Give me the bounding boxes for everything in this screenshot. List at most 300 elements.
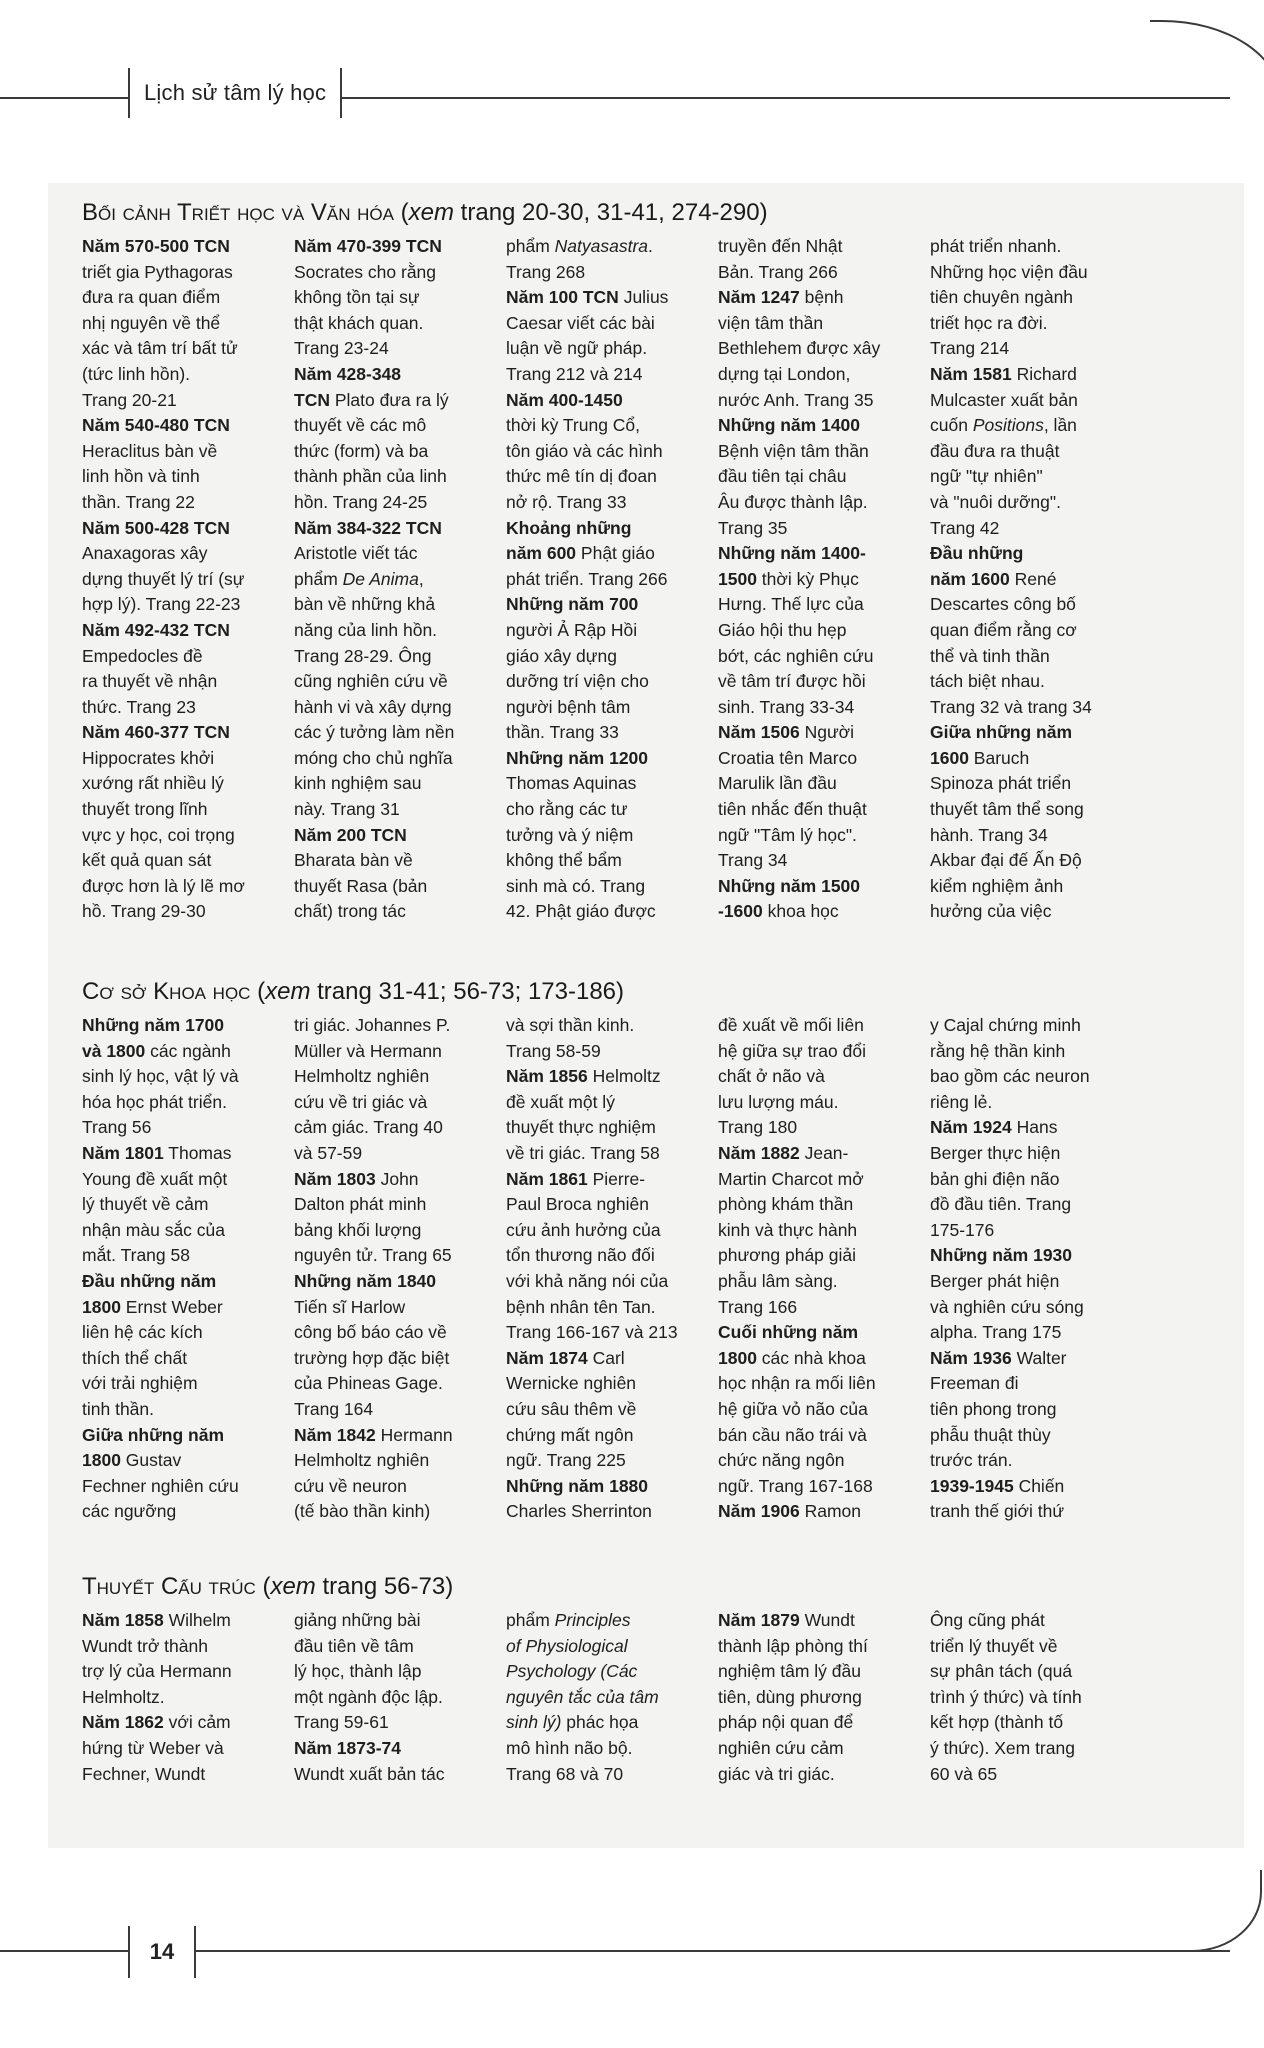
timeline-line: luận về ngữ pháp. xyxy=(506,338,648,359)
timeline-line: Những năm 1200 xyxy=(506,747,649,768)
timeline-line: lưu lượng máu. xyxy=(718,1091,839,1112)
timeline-column xyxy=(930,1013,1142,1525)
timeline-line: Những năm 1930 xyxy=(930,1245,1073,1266)
timeline-line: các ngưỡng xyxy=(82,1501,177,1522)
timeline-line: Trang 180 xyxy=(718,1117,798,1138)
timeline-line: thể và tinh thần xyxy=(930,645,1050,666)
timeline-line: Berger thực hiện xyxy=(930,1142,1061,1163)
timeline-line: cứu sâu thêm về xyxy=(506,1398,637,1419)
timeline-line: nhị nguyên về thể xyxy=(82,312,221,333)
timeline-column xyxy=(82,1013,294,1525)
timeline-line: hóa học phát triển. xyxy=(82,1091,227,1112)
section-title: Thuyết Cấu trúc xyxy=(82,1573,256,1600)
timeline-line: Trang 59-61 xyxy=(294,1712,389,1733)
timeline-line: Mulcaster xuất bản xyxy=(930,389,1078,410)
timeline-line: phòng khám thần xyxy=(718,1194,854,1215)
timeline-line: tiên, dùng phương xyxy=(718,1686,862,1707)
timeline-column xyxy=(294,1013,506,1525)
running-header xyxy=(128,68,342,118)
timeline-line: 1800 các nhà khoa xyxy=(718,1347,866,1368)
timeline-line: Tiến sĩ Harlow xyxy=(294,1296,406,1317)
timeline-line: ý thức). Xem trang xyxy=(930,1737,1075,1758)
timeline-line: tôn giáo và các hình xyxy=(506,440,663,461)
timeline-line: phương pháp giải xyxy=(718,1245,857,1266)
timeline-line: Trang 58-59 xyxy=(506,1040,601,1061)
timeline-line: phẩm Principles xyxy=(506,1610,631,1630)
timeline-line: thần. Trang 22 xyxy=(82,491,195,512)
timeline-line: hợp lý). Trang 22-23 xyxy=(82,594,241,615)
timeline-line: Trang 212 và 214 xyxy=(506,363,643,384)
timeline-line: đồ đầu tiên. Trang xyxy=(930,1194,1072,1215)
section-ref-prefix: xem xyxy=(408,199,455,226)
timeline-line: Hưng. Thế lực của xyxy=(718,594,864,615)
timeline-line: Young đề xuất một xyxy=(82,1168,228,1189)
timeline-line: dựng tại London, xyxy=(718,363,851,384)
timeline-line: Năm 540-480 TCN xyxy=(82,415,230,436)
timeline-line: Aristotle viết tác xyxy=(294,543,418,564)
timeline-line: rằng hệ thần kinh xyxy=(930,1040,1066,1061)
timeline-line: Psychology (Các xyxy=(506,1661,638,1682)
timeline-line: Trang 164 xyxy=(294,1398,374,1419)
timeline-line: kết hợp (thành tố xyxy=(930,1712,1064,1733)
timeline-line: Caesar viết các bài xyxy=(506,312,655,333)
timeline-line: Năm 1862 với cảm xyxy=(82,1712,231,1733)
section-heading: Bối cảnh Triết học và Văn hóa (xem trang 20-30, 31-41, 274-290) xyxy=(82,199,768,226)
page-number-box xyxy=(128,1926,196,1978)
timeline-line: 60 và 65 xyxy=(930,1763,998,1784)
timeline-line: thức mê tín dị đoan xyxy=(506,466,657,487)
book-title: Lịch sử tâm lý học xyxy=(144,80,327,105)
section-scientific-basis xyxy=(82,977,1226,1525)
timeline-line: Trang 214 xyxy=(930,338,1010,359)
timeline-line: tri giác. Johannes P. xyxy=(294,1015,451,1035)
timeline-line: Trang 32 và trang 34 xyxy=(930,696,1092,717)
timeline-line: Năm 1856 Helmoltz xyxy=(506,1066,661,1087)
timeline-line: thuyết tâm thể song xyxy=(930,799,1084,820)
section-heading: Thuyết Cấu trúc (xem trang 56-73) xyxy=(82,1573,454,1600)
timeline-line: thích thể chất xyxy=(82,1347,188,1368)
timeline-line: Hippocrates khởi xyxy=(82,747,215,768)
section-ref-prefix: xem xyxy=(265,978,311,1005)
timeline-line: 1600 Baruch xyxy=(930,747,1030,768)
timeline-column xyxy=(718,1013,930,1525)
timeline-line: chứng mất ngôn xyxy=(506,1424,634,1445)
timeline-line: hồ. Trang 29-30 xyxy=(82,901,206,922)
timeline-line: Akbar đại đế Ấn Độ xyxy=(930,850,1082,871)
timeline-line: quan điểm rằng cơ xyxy=(930,619,1077,640)
timeline-line: Descartes công bố xyxy=(930,594,1076,615)
timeline-line: học nhận ra mối liên xyxy=(718,1373,876,1394)
timeline-line: Những học viện đầu xyxy=(930,261,1088,282)
section-ref-pages: trang 56-73) xyxy=(315,1573,454,1600)
timeline-line: Trang 166 xyxy=(718,1296,798,1317)
timeline-line: Helmholtz. xyxy=(82,1686,165,1707)
timeline-line: Giữa những năm xyxy=(930,722,1073,743)
timeline-line: về tri giác. Trang 58 xyxy=(506,1142,660,1163)
timeline-line: dựng thuyết lý trí (sự xyxy=(82,568,245,589)
timeline-line: thần. Trang 33 xyxy=(506,722,619,743)
timeline-line: Heraclitus bàn về xyxy=(82,440,218,461)
timeline-line: Năm 1924 Hans xyxy=(930,1117,1058,1138)
timeline-line: về tâm trí được hồi xyxy=(718,671,866,692)
timeline-line: Helmholtz nghiên xyxy=(294,1450,430,1471)
timeline-line: (tế bào thần kinh) xyxy=(294,1501,431,1522)
timeline-line: đưa ra quan điểm xyxy=(82,287,221,308)
timeline-column xyxy=(718,234,930,925)
timeline-line: Fechner, Wundt xyxy=(82,1763,206,1784)
timeline-line: Năm 500-428 TCN xyxy=(82,517,230,538)
timeline-line: (tức linh hồn). xyxy=(82,363,191,384)
timeline-line: giáo xây dựng xyxy=(506,645,617,666)
timeline-line: nước Anh. Trang 35 xyxy=(718,389,874,410)
timeline-line: Dalton phát minh xyxy=(294,1194,427,1215)
timeline-line: tổn thương não đối xyxy=(506,1245,655,1266)
timeline-column xyxy=(294,234,506,925)
timeline-line: Bệnh viện tâm thần xyxy=(718,440,869,461)
section-ref-pages: trang 20-30, 31-41, 274-290) xyxy=(454,199,768,226)
timeline-line: đầu tiên về tâm xyxy=(294,1635,414,1656)
timeline-line: Trang 28-29. Ông xyxy=(294,645,432,666)
timeline-line: thuyết thực nghiệm xyxy=(506,1117,656,1138)
timeline-line: liên hệ các kích xyxy=(82,1322,203,1343)
timeline-line: Năm 470-399 TCN xyxy=(294,236,442,256)
timeline-line: thời kỳ Trung Cổ, xyxy=(506,415,641,436)
timeline-line: năm 600 Phật giáo xyxy=(506,543,655,564)
timeline-line: hứng từ Weber và xyxy=(82,1737,224,1758)
timeline-line: tưởng và ý niệm xyxy=(506,824,634,845)
timeline-line: chất) trong tác xyxy=(294,901,406,922)
timeline-line: Fechner nghiên cứu xyxy=(82,1475,239,1496)
timeline-line: xướng rất nhiều lý xyxy=(82,773,224,794)
timeline-line: không thể bẩm xyxy=(506,850,622,871)
timeline-line: Freeman đi xyxy=(930,1373,1019,1394)
timeline-line: thành phần của linh xyxy=(294,466,447,487)
timeline-line: Năm 1842 Hermann xyxy=(294,1424,453,1445)
timeline-line: Những năm 700 xyxy=(506,594,639,615)
timeline-line: này. Trang 31 xyxy=(294,799,400,820)
timeline-column xyxy=(82,234,294,925)
timeline-line: Năm 1247 bệnh xyxy=(718,287,844,308)
timeline-column xyxy=(506,234,718,925)
timeline-line: tách biệt nhau. xyxy=(930,671,1045,692)
timeline-line: sự phân tách (quá xyxy=(930,1661,1073,1682)
timeline-line: Giáo hội thu hẹp xyxy=(718,619,847,640)
section-structuralism xyxy=(82,1572,1226,1787)
timeline-line: cho rằng các tư xyxy=(506,799,628,820)
timeline-line: hệ giữa sự trao đổi xyxy=(718,1040,866,1061)
timeline-line: tiên nhắc đến thuật xyxy=(718,799,867,820)
timeline-line: Trang 34 xyxy=(718,850,788,871)
timeline-line: Năm 492-432 TCN xyxy=(82,619,230,640)
timeline-line: hưởng của việc xyxy=(930,901,1052,922)
timeline-line: Bản. Trang 266 xyxy=(718,261,838,282)
timeline-line: chất ở não và xyxy=(718,1066,825,1087)
timeline-line: Trang 56 xyxy=(82,1117,152,1138)
timeline-line: trường hợp đặc biệt xyxy=(294,1347,450,1368)
timeline-line: Năm 570-500 TCN xyxy=(82,236,230,256)
timeline-line: Năm 1506 Người xyxy=(718,722,855,743)
timeline-line: Charles Sherrinton xyxy=(506,1501,652,1522)
timeline-line: Năm 1936 Walter xyxy=(930,1347,1067,1368)
timeline-line: vực y học, coi trọng xyxy=(82,824,235,845)
timeline-line: cảm giác. Trang 40 xyxy=(294,1117,443,1138)
timeline-line: Bharata bàn về xyxy=(294,850,413,871)
timeline-line: phẫu lâm sàng. xyxy=(718,1270,838,1291)
timeline-line: Âu được thành lập. xyxy=(718,491,868,512)
timeline-line: Đầu những xyxy=(930,543,1024,564)
timeline-line: Năm 100 TCN Julius xyxy=(506,287,669,308)
timeline-line: Spinoza phát triển xyxy=(930,773,1072,794)
timeline-line: Năm 1882 Jean- xyxy=(718,1142,849,1163)
timeline-line: với khả năng nói của xyxy=(506,1270,669,1291)
timeline-line: lý thuyết về cảm xyxy=(82,1194,209,1215)
timeline-line: Những năm 1400- xyxy=(718,543,866,564)
section-columns xyxy=(82,234,1226,925)
timeline-column xyxy=(718,1608,930,1787)
timeline-column xyxy=(294,1608,506,1787)
timeline-line: thuyết trong lĩnh xyxy=(82,799,208,820)
timeline-column xyxy=(930,234,1142,925)
timeline-line: tiên phong trong xyxy=(930,1398,1057,1419)
timeline-line: Những năm 1700 xyxy=(82,1015,225,1035)
timeline-line: đầu đưa ra thuật xyxy=(930,440,1060,461)
timeline-line: thật khách quan. xyxy=(294,312,424,333)
timeline-line: và nghiên cứu sóng xyxy=(930,1296,1084,1317)
timeline-line: Những năm 1400 xyxy=(718,415,861,436)
timeline-line: truyền đến Nhật xyxy=(718,236,843,256)
timeline-line: Paul Broca nghiên xyxy=(506,1194,650,1215)
timeline-line: Năm 384-322 TCN xyxy=(294,517,442,538)
timeline-line: Năm 1874 Carl xyxy=(506,1347,625,1368)
page-number: 14 xyxy=(149,1939,175,1964)
timeline-line: triết gia Pythagoras xyxy=(82,261,233,282)
timeline-line: phát triển. Trang 266 xyxy=(506,568,668,589)
timeline-line: sinh mà có. Trang xyxy=(506,875,646,896)
timeline-line: 1800 Ernst Weber xyxy=(82,1296,223,1317)
timeline-line: bao gồm các neuron xyxy=(930,1066,1090,1087)
timeline-line: và 57-59 xyxy=(294,1142,363,1163)
timeline-line: Bethlehem được xây xyxy=(718,338,881,359)
section-title: Bối cảnh Triết học và Văn hóa xyxy=(82,199,394,226)
timeline-line: y Cajal chứng minh xyxy=(930,1015,1081,1035)
footer-rule-curve xyxy=(1180,1870,1262,1952)
section-ref-pages: trang 31-41; 56-73; 173-186) xyxy=(310,978,625,1005)
timeline-line: Ông cũng phát xyxy=(930,1610,1045,1630)
timeline-line: tranh thế giới thứ xyxy=(930,1501,1065,1522)
timeline-line: và sợi thần kinh. xyxy=(506,1015,635,1035)
timeline-line: kết quả quan sát xyxy=(82,850,212,871)
timeline-line: Wernicke nghiên xyxy=(506,1373,637,1394)
timeline-line: Năm 1906 Ramon xyxy=(718,1501,862,1522)
timeline-line: Khoảng những xyxy=(506,517,632,538)
timeline-line: thức. Trang 23 xyxy=(82,696,196,717)
timeline-line: linh hồn và tinh xyxy=(82,466,200,487)
timeline-line: cứu ảnh hưởng của xyxy=(506,1219,661,1240)
timeline-line: Berger phát hiện xyxy=(930,1270,1060,1291)
timeline-line: phát triển nhanh. xyxy=(930,236,1062,256)
timeline-line: Croatia tên Marco xyxy=(718,747,858,768)
timeline-line: Wundt xuất bản tác xyxy=(294,1763,445,1784)
timeline-line: xác và tâm trí bất tử xyxy=(82,338,238,359)
timeline-line: Năm 428-348 xyxy=(294,363,402,384)
timeline-line: trước trán. xyxy=(930,1450,1013,1471)
section-philosophy-culture xyxy=(82,198,1226,925)
timeline-column xyxy=(506,1013,718,1525)
timeline-line: và "nuôi dưỡng". xyxy=(930,491,1061,512)
timeline-line: Năm 200 TCN xyxy=(294,824,407,845)
section-title: Cơ sở Khoa học xyxy=(82,978,251,1005)
timeline-line: nguyên tắc của tâm xyxy=(506,1686,659,1707)
timeline-line: trợ lý của Hermann xyxy=(82,1661,232,1682)
section-columns xyxy=(82,1608,1226,1787)
timeline-line: nở rộ. Trang 33 xyxy=(506,491,627,512)
timeline-line: mô hình não bộ. xyxy=(506,1737,633,1758)
timeline-line: cuốn Positions, lần xyxy=(930,415,1077,436)
timeline-line: sinh lý học, vật lý và xyxy=(82,1066,239,1087)
timeline-line: Trang 20-21 xyxy=(82,389,177,410)
timeline-line: Trang 23-24 xyxy=(294,338,389,359)
timeline-line: -1600 khoa học xyxy=(718,901,839,922)
timeline-line: Cuối những năm xyxy=(718,1322,859,1343)
timeline-line: Trang 166-167 và 213 xyxy=(506,1322,678,1343)
timeline-line: một ngành độc lập. xyxy=(294,1686,443,1707)
timeline-line: Trang 68 và 70 xyxy=(506,1763,624,1784)
timeline-line: TCN Plato đưa ra lý xyxy=(294,389,449,410)
timeline-line: Martin Charcot mở xyxy=(718,1168,864,1189)
timeline-line: giác và tri giác. xyxy=(718,1763,835,1784)
timeline-line: bản ghi điện não xyxy=(930,1168,1060,1189)
timeline-line: hành. Trang 34 xyxy=(930,824,1048,845)
timeline-line: Marulik lần đầu xyxy=(718,773,837,794)
timeline-line: tiên chuyên ngành xyxy=(930,287,1074,308)
timeline-line: nghiệm tâm lý đầu xyxy=(718,1661,861,1682)
timeline-line: đề xuất một lý xyxy=(506,1091,615,1112)
timeline-line: cứu về neuron xyxy=(294,1475,407,1496)
timeline-line: 1800 Gustav xyxy=(82,1450,182,1471)
timeline-line: Năm 460-377 TCN xyxy=(82,722,230,743)
timeline-line: ngữ. Trang 167-168 xyxy=(718,1475,873,1496)
timeline-line: pháp nội quan để xyxy=(718,1712,854,1733)
timeline-line: Năm 1879 Wundt xyxy=(718,1610,855,1630)
timeline-line: đề xuất về mối liên xyxy=(718,1015,864,1035)
timeline-line: kiểm nghiệm ảnh xyxy=(930,875,1064,896)
timeline-line: với trải nghiệm xyxy=(82,1373,198,1394)
timeline-line: được hơn là lý lẽ mơ xyxy=(82,875,245,896)
timeline-line: Anaxagoras xây xyxy=(82,543,208,564)
timeline-line: ngữ. Trang 225 xyxy=(506,1450,626,1471)
timeline-line: Wundt trở thành xyxy=(82,1635,208,1656)
section-ref-prefix: xem xyxy=(270,1573,316,1600)
timeline-line: ngữ "tự nhiên" xyxy=(930,466,1043,487)
timeline-line: kinh nghiệm sau xyxy=(294,773,422,794)
timeline-line: bớt, các nghiên cứu xyxy=(718,645,874,666)
timeline-line: Đầu những năm xyxy=(82,1270,217,1291)
timeline-line: 175-176 xyxy=(930,1219,995,1240)
timeline-line: ra thuyết về nhận xyxy=(82,671,218,692)
timeline-line: hành vi và xây dựng xyxy=(294,696,452,717)
timeline-line: 42. Phật giáo được xyxy=(506,901,656,922)
timeline-line: bán cầu não trái và xyxy=(718,1424,867,1445)
timeline-line: Năm 1861 Pierre- xyxy=(506,1168,646,1189)
timeline-column xyxy=(82,1608,294,1787)
section-columns xyxy=(82,1013,1226,1525)
timeline-line: Những năm 1880 xyxy=(506,1475,649,1496)
timeline-line: viện tâm thần xyxy=(718,312,824,333)
timeline-line: Những năm 1500 xyxy=(718,875,861,896)
timeline-line: của Phineas Gage. xyxy=(294,1373,443,1394)
timeline-line: công bố báo cáo về xyxy=(294,1322,447,1343)
timeline-line: nguyên tử. Trang 65 xyxy=(294,1245,452,1266)
timeline-line: 1500 thời kỳ Phục xyxy=(718,568,859,589)
timeline-line: các ý tưởng làm nền xyxy=(294,722,455,743)
timeline-column xyxy=(930,1608,1142,1787)
timeline-line: Giữa những năm xyxy=(82,1424,225,1445)
timeline-line: ngữ "Tâm lý học". xyxy=(718,824,857,845)
header-rule-curve xyxy=(1150,20,1264,162)
timeline-line: hồn. Trang 24-25 xyxy=(294,491,428,512)
timeline-line: Năm 1581 Richard xyxy=(930,363,1077,384)
timeline-line: nhận màu sắc của xyxy=(82,1219,226,1240)
timeline-line: Empedocles đề xyxy=(82,645,203,666)
timeline-line: thức (form) và ba xyxy=(294,440,429,461)
timeline-line: riêng lẻ. xyxy=(930,1091,993,1112)
timeline-line: thuyết về các mô xyxy=(294,415,427,436)
timeline-line: bàn về những khả xyxy=(294,594,436,615)
timeline-line: và 1800 các ngành xyxy=(82,1040,231,1061)
timeline-line: giảng những bài xyxy=(294,1610,421,1630)
timeline-line: 1939-1945 Chiến xyxy=(930,1475,1065,1496)
timeline-line: Trang 35 xyxy=(718,517,788,538)
timeline-line: Socrates cho rằng xyxy=(294,261,437,282)
section-heading: Cơ sở Khoa học (xem trang 31-41; 56-73; 173-186) xyxy=(82,978,625,1005)
timeline-line: người Ả Rập Hồi xyxy=(506,619,638,640)
timeline-line: kinh và thực hành xyxy=(718,1219,858,1240)
timeline-line: Helmholtz nghiên xyxy=(294,1066,430,1087)
timeline-line: alpha. Trang 175 xyxy=(930,1322,1062,1343)
timeline-line: năng của linh hồn. xyxy=(294,619,438,640)
timeline-line: phẩm De Anima, xyxy=(294,568,424,589)
timeline-line: Trang 268 xyxy=(506,261,586,282)
timeline-line: sinh. Trang 33-34 xyxy=(718,696,855,717)
timeline-line: Thomas Aquinas xyxy=(506,773,637,794)
timeline-line: Năm 1801 Thomas xyxy=(82,1142,232,1163)
timeline-line: cứu về tri giác và xyxy=(294,1091,428,1112)
timeline-line: thuyết Rasa (bản xyxy=(294,875,428,896)
timeline-line: hệ giữa vỏ não của xyxy=(718,1398,868,1419)
timeline-line: Năm 400-1450 xyxy=(506,389,623,410)
timeline-line: người bệnh tâm xyxy=(506,696,631,717)
timeline-line: móng cho chủ nghĩa xyxy=(294,747,453,768)
timeline-line: không tồn tại sự xyxy=(294,287,420,308)
timeline-line: lý học, thành lập xyxy=(294,1661,422,1682)
timeline-column xyxy=(506,1608,718,1787)
timeline-line: năm 1600 René xyxy=(930,568,1057,589)
timeline-line: Năm 1803 John xyxy=(294,1168,419,1189)
timeline-line: Năm 1858 Wilhelm xyxy=(82,1610,231,1630)
timeline-line: tinh thần. xyxy=(82,1398,154,1419)
timeline-line: trình ý thức) và tính xyxy=(930,1686,1082,1707)
timeline-line: triết học ra đời. xyxy=(930,312,1048,333)
timeline-line: of Physiological xyxy=(506,1635,628,1656)
timeline-line: mắt. Trang 58 xyxy=(82,1245,190,1266)
timeline-line: đầu tiên tại châu xyxy=(718,466,847,487)
timeline-line: phẩm Natyasastra. xyxy=(506,236,653,256)
timeline-line: dưỡng trí viện cho xyxy=(506,671,649,692)
timeline-line: bảng khối lượng xyxy=(294,1219,422,1240)
timeline-line: nghiên cứu cảm xyxy=(718,1737,844,1758)
timeline-line: sinh lý) phác họa xyxy=(506,1712,639,1733)
timeline-line: Müller và Hermann xyxy=(294,1040,442,1061)
